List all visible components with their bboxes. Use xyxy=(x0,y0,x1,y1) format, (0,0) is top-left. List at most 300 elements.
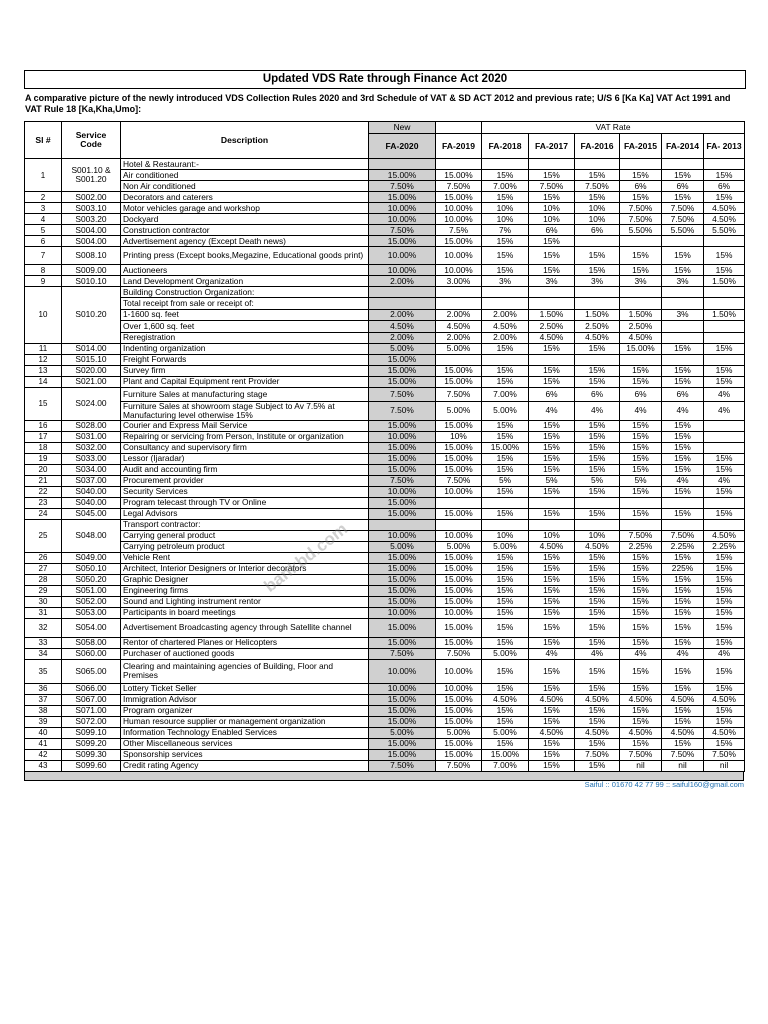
rate-cell: 15% xyxy=(482,585,529,596)
rate-cell: 2.00% xyxy=(482,309,529,320)
rate-cell: 15% xyxy=(620,365,662,376)
rate-cell: 6% xyxy=(529,225,575,236)
rate-cell: 15% xyxy=(529,738,575,749)
rate-cell: 10.00% xyxy=(436,203,482,214)
rate-cell: 4.50% xyxy=(620,727,662,738)
rate-cell: 7.50% xyxy=(529,181,575,192)
rate-cell: 15% xyxy=(482,563,529,574)
rate-cell: 6% xyxy=(575,387,620,401)
rate-cell: 7.50% xyxy=(662,214,704,225)
rate-cell: 15.00% xyxy=(436,236,482,247)
rate-cell: 7.00% xyxy=(482,760,529,771)
rate-cell: 15% xyxy=(662,486,704,497)
rate-cell: 15% xyxy=(529,247,575,265)
row-sl: 3 xyxy=(25,203,62,214)
row-service-code: S071.00 xyxy=(62,705,121,716)
rate-cell xyxy=(662,497,704,508)
row-service-code: S048.00 xyxy=(62,519,121,552)
rate-cell: 15.00% xyxy=(436,716,482,727)
rate-cell: 1.50% xyxy=(529,309,575,320)
rate-cell: 15% xyxy=(482,552,529,563)
rate-cell: 15% xyxy=(620,170,662,181)
rate-cell: 15% xyxy=(620,574,662,585)
rate-cell: 15% xyxy=(575,760,620,771)
rate-cell: 15% xyxy=(662,376,704,387)
rate-cell: 15.00% xyxy=(369,694,436,705)
rate-cell: 1.50% xyxy=(575,309,620,320)
row-service-code: S008.10 xyxy=(62,247,121,265)
table-row xyxy=(25,659,745,683)
rate-cell: 15.00% xyxy=(369,192,436,203)
rate-cell: 15% xyxy=(662,618,704,637)
rate-cell xyxy=(529,287,575,298)
rate-cell: 15% xyxy=(575,365,620,376)
rate-cell: 15.00% xyxy=(436,508,482,519)
rate-cell xyxy=(620,236,662,247)
table-row xyxy=(25,321,745,332)
rate-cell: 15% xyxy=(662,574,704,585)
row-description: Air conditioned xyxy=(121,170,369,181)
rate-cell: 15.00% xyxy=(369,365,436,376)
rate-cell: 10.00% xyxy=(369,659,436,683)
row-description: Construction contractor xyxy=(121,225,369,236)
row-service-code: S049.00 xyxy=(62,552,121,563)
rate-cell: 4.50% xyxy=(704,214,745,225)
header-year: FA-2019 xyxy=(436,134,482,159)
rate-cell: 1.50% xyxy=(620,309,662,320)
row-description: Program organizer xyxy=(121,705,369,716)
row-sl: 34 xyxy=(25,648,62,659)
row-sl: 19 xyxy=(25,453,62,464)
row-service-code: S003.20 xyxy=(62,214,121,225)
rate-cell: 4% xyxy=(620,401,662,420)
rate-cell: 15.00% xyxy=(369,574,436,585)
rate-cell: 15.00% xyxy=(436,585,482,596)
rate-cell xyxy=(662,236,704,247)
rate-cell: 15% xyxy=(482,431,529,442)
rate-cell: 10.00% xyxy=(436,683,482,694)
rate-cell: 4.50% xyxy=(620,332,662,343)
rate-cell: 4.50% xyxy=(620,694,662,705)
row-sl: 8 xyxy=(25,265,62,276)
rate-cell: 15% xyxy=(482,365,529,376)
row-service-code: S054.00 xyxy=(62,618,121,637)
rate-cell xyxy=(662,354,704,365)
row-description: Credit rating Agency xyxy=(121,760,369,771)
rate-cell: 15% xyxy=(529,192,575,203)
rate-cell: 10.00% xyxy=(436,214,482,225)
rate-cell: 3% xyxy=(662,276,704,287)
row-service-code: S001.10 & S001.20 xyxy=(62,159,121,192)
rate-cell: 15% xyxy=(575,596,620,607)
row-service-code: S065.00 xyxy=(62,659,121,683)
rate-cell: 4% xyxy=(575,401,620,420)
rate-cell xyxy=(704,321,745,332)
rate-cell: 15% xyxy=(482,343,529,354)
rate-cell: 1.50% xyxy=(704,276,745,287)
rate-cell xyxy=(575,287,620,298)
row-description: 1-1600 sq. feet xyxy=(121,309,369,320)
table-row xyxy=(25,431,745,442)
rate-cell xyxy=(662,159,704,170)
rate-cell: 10% xyxy=(575,530,620,541)
rate-cell xyxy=(436,519,482,530)
row-service-code: S060.00 xyxy=(62,648,121,659)
rate-cell xyxy=(575,354,620,365)
row-description: Land Development Organization xyxy=(121,276,369,287)
rate-cell: 15.00% xyxy=(436,464,482,475)
rate-cell: 3% xyxy=(482,276,529,287)
rate-cell: 15.00% xyxy=(436,694,482,705)
rate-cell: 7.50% xyxy=(575,181,620,192)
rate-cell: 10.00% xyxy=(369,214,436,225)
rate-cell: 15.00% xyxy=(369,738,436,749)
rate-cell: 15% xyxy=(620,486,662,497)
row-description: Decorators and caterers xyxy=(121,192,369,203)
table-row xyxy=(25,694,745,705)
rate-cell: 5.00% xyxy=(482,541,529,552)
rate-cell: 15.00% xyxy=(369,376,436,387)
rate-cell: 7.50% xyxy=(662,203,704,214)
rate-cell: 4.50% xyxy=(575,727,620,738)
table-row xyxy=(25,309,745,320)
rate-cell: 15% xyxy=(575,716,620,727)
table-row xyxy=(25,648,745,659)
table-row xyxy=(25,563,745,574)
row-service-code: S050.20 xyxy=(62,574,121,585)
rate-cell: 7.50% xyxy=(704,749,745,760)
rate-cell xyxy=(575,298,620,309)
rate-cell: 15.00% xyxy=(436,192,482,203)
rate-cell: 15.00% xyxy=(436,365,482,376)
rate-cell: 7.50% xyxy=(436,648,482,659)
rate-cell: 15.00% xyxy=(436,596,482,607)
row-sl: 39 xyxy=(25,716,62,727)
rate-cell: 15% xyxy=(704,552,745,563)
row-service-code: S033.00 xyxy=(62,453,121,464)
row-service-code: S031.00 xyxy=(62,431,121,442)
rate-cell: 15% xyxy=(482,236,529,247)
row-description: Total receipt from sale or receipt of: xyxy=(121,298,369,309)
rate-cell: 15.00% xyxy=(436,705,482,716)
rate-cell: 15.00% xyxy=(620,343,662,354)
header-sl: Sl # xyxy=(25,122,62,159)
rate-cell: 15% xyxy=(575,376,620,387)
rate-cell: 15.00% xyxy=(436,618,482,637)
rate-cell xyxy=(529,519,575,530)
row-description: Immigration Advisor xyxy=(121,694,369,705)
rate-cell: 5.00% xyxy=(436,343,482,354)
rate-cell: 15.00% xyxy=(436,420,482,431)
rate-cell: nil xyxy=(704,760,745,771)
row-description: Freight Forwards xyxy=(121,354,369,365)
table-row xyxy=(25,225,745,236)
rate-cell xyxy=(529,354,575,365)
rate-cell: 15% xyxy=(662,170,704,181)
row-sl: 20 xyxy=(25,464,62,475)
rate-cell: 2.50% xyxy=(620,321,662,332)
rate-cell: 7.50% xyxy=(436,181,482,192)
rate-cell xyxy=(529,159,575,170)
row-service-code: S020.00 xyxy=(62,365,121,376)
rate-cell xyxy=(575,236,620,247)
table-row xyxy=(25,475,745,486)
rate-cell: 7.50% xyxy=(369,648,436,659)
rate-cell: 15.00% xyxy=(482,749,529,760)
rate-cell: 6% xyxy=(704,181,745,192)
rate-cell: 15% xyxy=(620,637,662,648)
rate-cell xyxy=(436,298,482,309)
rate-cell: 5% xyxy=(620,475,662,486)
rate-cell: 10.00% xyxy=(436,265,482,276)
row-sl: 27 xyxy=(25,563,62,574)
rate-cell: 15.00% xyxy=(369,442,436,453)
rate-cell: 4% xyxy=(704,475,745,486)
row-sl: 36 xyxy=(25,683,62,694)
rate-cell: 6% xyxy=(662,387,704,401)
row-sl: 14 xyxy=(25,376,62,387)
row-description: Building Construction Organization: xyxy=(121,287,369,298)
rate-cell: 15% xyxy=(575,343,620,354)
table-row xyxy=(25,541,745,552)
rate-cell: 15.00% xyxy=(436,170,482,181)
table-row xyxy=(25,387,745,401)
rate-cell: 15.00% xyxy=(369,563,436,574)
rate-cell: 2.25% xyxy=(662,541,704,552)
rate-cell xyxy=(529,298,575,309)
row-sl: 12 xyxy=(25,354,62,365)
row-service-code: S099.30 xyxy=(62,749,121,760)
rate-cell: 10.00% xyxy=(369,431,436,442)
rate-cell: 15% xyxy=(620,442,662,453)
rate-cell: 15% xyxy=(482,618,529,637)
rate-cell: 15.00% xyxy=(436,574,482,585)
row-description: Program telecast through TV or Online xyxy=(121,497,369,508)
rate-cell: 15% xyxy=(662,420,704,431)
row-service-code: S004.00 xyxy=(62,236,121,247)
row-description: Lessor (Ijaradar) xyxy=(121,453,369,464)
row-description: Repairing or servicing from Person, Institute or organization xyxy=(121,431,369,442)
table-row xyxy=(25,530,745,541)
row-description: Architect, Interior Designers or Interior decorators xyxy=(121,563,369,574)
rate-cell: 7.00% xyxy=(482,181,529,192)
row-description: Over 1,600 sq. feet xyxy=(121,321,369,332)
table-row xyxy=(25,508,745,519)
row-description: Procurement provider xyxy=(121,475,369,486)
rate-cell: 7.50% xyxy=(436,387,482,401)
rate-cell: 10.00% xyxy=(369,607,436,618)
rate-cell: 10.00% xyxy=(369,683,436,694)
table-row xyxy=(25,552,745,563)
rate-cell: 15% xyxy=(662,265,704,276)
rate-cell xyxy=(662,287,704,298)
table-row xyxy=(25,214,745,225)
rate-cell: 15% xyxy=(620,431,662,442)
rate-cell xyxy=(482,159,529,170)
rate-cell: 15% xyxy=(482,607,529,618)
row-description: Legal Advisors xyxy=(121,508,369,519)
table-row xyxy=(25,497,745,508)
rate-cell: 4% xyxy=(662,475,704,486)
rate-cell: 15.00% xyxy=(369,464,436,475)
header-year: FA- 2013 xyxy=(704,134,745,159)
row-sl: 29 xyxy=(25,585,62,596)
rate-cell xyxy=(704,354,745,365)
rate-cell: 15% xyxy=(482,170,529,181)
row-service-code: S037.00 xyxy=(62,475,121,486)
row-sl: 24 xyxy=(25,508,62,519)
rate-cell xyxy=(704,431,745,442)
rate-cell: 15% xyxy=(662,453,704,464)
rate-cell: 15% xyxy=(529,552,575,563)
rate-cell: 7% xyxy=(482,225,529,236)
rate-cell: 4.50% xyxy=(575,694,620,705)
rate-cell: 15% xyxy=(482,637,529,648)
rate-cell: 15.00% xyxy=(369,552,436,563)
rate-cell: 5.00% xyxy=(482,401,529,420)
rate-cell: 15% xyxy=(704,464,745,475)
row-sl: 2 xyxy=(25,192,62,203)
watermark-text: bankbd.com xyxy=(260,519,352,596)
rate-cell: 7.50% xyxy=(369,225,436,236)
row-service-code: S003.10 xyxy=(62,203,121,214)
row-description: Purchaser of auctioned goods xyxy=(121,648,369,659)
row-description: Reregistration xyxy=(121,332,369,343)
rate-cell: 15% xyxy=(575,607,620,618)
header-year: FA-2018 xyxy=(482,134,529,159)
rate-cell: 4% xyxy=(529,648,575,659)
row-sl: 9 xyxy=(25,276,62,287)
rate-cell: 15% xyxy=(529,760,575,771)
rate-cell: 10% xyxy=(482,203,529,214)
row-description: Non Air conditioned xyxy=(121,181,369,192)
row-sl: 31 xyxy=(25,607,62,618)
rate-cell: 15.00% xyxy=(436,453,482,464)
row-service-code: S051.00 xyxy=(62,585,121,596)
rate-cell: 10.00% xyxy=(436,247,482,265)
rate-cell: 10.00% xyxy=(369,486,436,497)
row-service-code: S032.00 xyxy=(62,442,121,453)
rate-cell: 15% xyxy=(529,508,575,519)
rate-cell: 15% xyxy=(575,563,620,574)
rate-cell: 15% xyxy=(575,170,620,181)
rate-cell: 15% xyxy=(482,420,529,431)
table-row xyxy=(25,749,745,760)
row-sl: 17 xyxy=(25,431,62,442)
row-service-code: S002.00 xyxy=(62,192,121,203)
row-description: Rentor of chartered Planes or Helicopters xyxy=(121,637,369,648)
rate-cell: 4% xyxy=(704,648,745,659)
rate-cell: 15% xyxy=(704,563,745,574)
rate-cell: 15% xyxy=(662,508,704,519)
rate-cell xyxy=(620,159,662,170)
rate-cell: 15% xyxy=(704,343,745,354)
row-service-code: S053.00 xyxy=(62,607,121,618)
row-description: Carrying petroleum product xyxy=(121,541,369,552)
rate-cell xyxy=(662,332,704,343)
rate-cell: 15% xyxy=(662,192,704,203)
rate-cell: 2.00% xyxy=(369,332,436,343)
rate-cell: 15% xyxy=(662,442,704,453)
rate-cell: 15% xyxy=(482,486,529,497)
rate-cell: 15% xyxy=(575,659,620,683)
rate-cell xyxy=(662,321,704,332)
rate-cell: 4.50% xyxy=(662,727,704,738)
row-description: Graphic Designer xyxy=(121,574,369,585)
rate-cell: 15% xyxy=(482,247,529,265)
rate-cell: 15% xyxy=(620,508,662,519)
rate-cell: 15.00% xyxy=(369,618,436,637)
document-subtitle: A comparative picture of the newly introduced VDS Collection Rules 2020 and 3rd Schedule of VAT & SD ACT 2012 and previous rate; U/S 6 [Ka Ka] VAT Act 1991 and VAT Rule 18 [Ka,Kha,Umo]: xyxy=(25,93,731,114)
rate-cell: 15% xyxy=(529,442,575,453)
rate-cell: 5% xyxy=(482,475,529,486)
rate-cell: 6% xyxy=(620,387,662,401)
table-row xyxy=(25,192,745,203)
rate-cell: 15% xyxy=(704,170,745,181)
rate-cell xyxy=(482,287,529,298)
rate-cell: 10% xyxy=(436,431,482,442)
table-row xyxy=(25,683,745,694)
rate-cell: 1.50% xyxy=(704,309,745,320)
rate-cell: 10% xyxy=(529,214,575,225)
row-sl: 30 xyxy=(25,596,62,607)
row-description: Information Technology Enabled Services xyxy=(121,727,369,738)
table-row xyxy=(25,442,745,453)
rate-cell: 10.00% xyxy=(436,486,482,497)
rate-cell: 10% xyxy=(482,530,529,541)
rate-cell: 15% xyxy=(704,508,745,519)
rate-cell: 2.25% xyxy=(704,541,745,552)
rate-cell: 7.50% xyxy=(436,760,482,771)
rate-cell: 4.50% xyxy=(436,321,482,332)
rate-cell: 15% xyxy=(575,508,620,519)
rate-cell: 4.50% xyxy=(482,694,529,705)
row-description: Human resource supplier or management organization xyxy=(121,716,369,727)
header-description: Description xyxy=(121,122,369,159)
row-service-code: S034.00 xyxy=(62,464,121,475)
rate-cell: 15% xyxy=(482,716,529,727)
rate-cell: 15.00% xyxy=(436,749,482,760)
row-sl: 15 xyxy=(25,387,62,420)
rate-cell: 6% xyxy=(662,181,704,192)
rate-cell: nil xyxy=(662,760,704,771)
rate-cell: 15% xyxy=(620,552,662,563)
rate-cell: 7.50% xyxy=(369,387,436,401)
table-row xyxy=(25,181,745,192)
row-sl: 4 xyxy=(25,214,62,225)
rate-cell: 4.50% xyxy=(529,541,575,552)
rate-cell: 15% xyxy=(482,659,529,683)
table-row xyxy=(25,453,745,464)
rate-cell: 225% xyxy=(662,563,704,574)
table-row xyxy=(25,276,745,287)
header-year: FA-2014 xyxy=(662,134,704,159)
rate-cell: 15% xyxy=(482,192,529,203)
rate-cell: 15% xyxy=(529,659,575,683)
rate-cell: 7.50% xyxy=(369,760,436,771)
table-row xyxy=(25,298,745,309)
rate-cell xyxy=(482,354,529,365)
rate-cell xyxy=(436,497,482,508)
rate-cell: 15% xyxy=(482,705,529,716)
rate-cell: 15% xyxy=(529,486,575,497)
rate-cell: 15.00% xyxy=(369,170,436,181)
rate-cell: 2.00% xyxy=(369,276,436,287)
rate-cell: 4% xyxy=(662,648,704,659)
rate-cell: 10.00% xyxy=(436,607,482,618)
row-sl: 22 xyxy=(25,486,62,497)
row-service-code: S099.20 xyxy=(62,738,121,749)
